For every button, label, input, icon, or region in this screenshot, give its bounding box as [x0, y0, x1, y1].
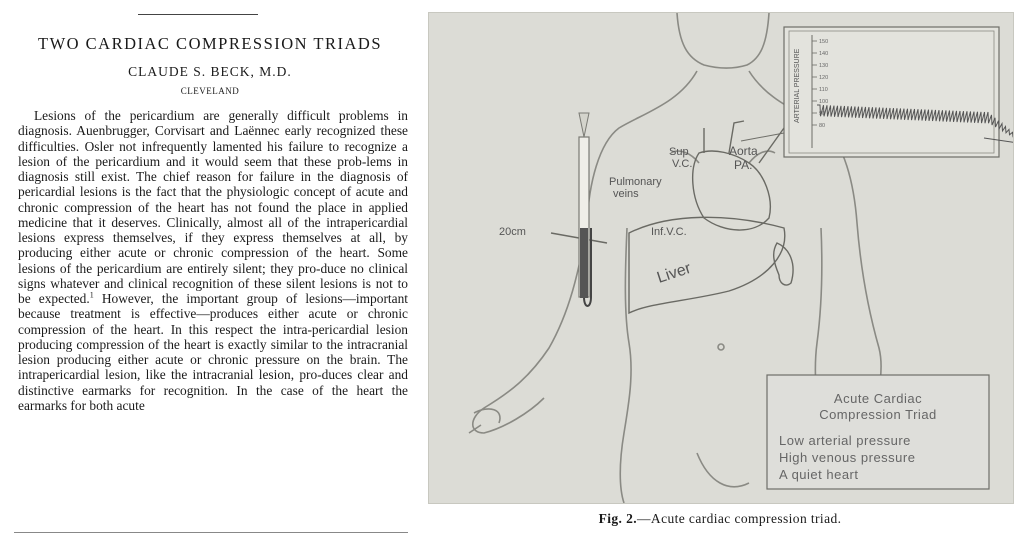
chart-tick-label: 100	[819, 99, 829, 105]
article-body	[18, 108, 408, 413]
chart-tick-label: 90	[819, 111, 826, 117]
legend-item-high-venous: High venous pressure	[779, 450, 916, 465]
legend-title-line1: Acute Cardiac	[833, 391, 923, 406]
article-location: CLEVELAND	[180, 86, 240, 96]
label-sup-vc: Sup	[669, 146, 689, 158]
chart-axis-label: ARTERIAL PRESSURE	[794, 48, 801, 123]
label-pa: PA.	[734, 158, 753, 172]
footnote-ref: 1	[89, 290, 94, 300]
arterial-pressure-chart	[741, 27, 1013, 157]
chart-tick-label: 140	[819, 51, 829, 57]
label-veins: veins	[613, 188, 639, 200]
label-liver: Liver	[654, 259, 694, 287]
chart-tick-label: 110	[819, 87, 828, 93]
body-text-main: Lesions of the pericardium are generally difficult problems in diagnosis. Auenbrugger, Corvisart and Laënnec early recognized these difficulties. Osler not infrequently lamented his failure to recognize a lesion of the pericardium and it would seem that these prob-lems in diagnosis still exist. The chief reason for failure in the diagnosis of pericardial lesions is the fact that the physiologic concept of acute and chronic compression of the heart has not found the place in applied medicine that it deserves. Clinically, almost all of the intrapericardial lesions express themselves, if they express themselves at all, by producing either acute or chronic compression of the heart. Some lesions of the pericardium are entirely silent; they pro-duce no clinical signs whatever and clinical recognition of these silent lesions is not to be expected.	[18, 108, 408, 306]
venous-manometer	[579, 113, 591, 306]
chart-tick-label: 80	[819, 123, 826, 129]
body-text-rest: However, the important group of lesions—important because treatment is effective—produces either acute or chronic compression of the heart. In this respect the intra-pericardial lesion producing compression of the heart is exactly similar to the intracranial lesion producing either acute or chronic pressure on the brain. The intrapericardial lesion, like the intracranial lesion, pro-duces clear and distinctive earmarks for recognition. In the case of the heart the earmarks for both acute	[18, 291, 408, 413]
figure-illustration	[429, 13, 1013, 503]
caption-text: —Acute cardiac compression triad.	[637, 511, 842, 526]
caption-label: Fig. 2.	[598, 511, 638, 526]
chart-tick-label: 150	[819, 39, 829, 45]
article-title: TWO CARDIAC COMPRESSION TRIADS	[37, 34, 383, 53]
article-author: CLAUDE S. BECK, M.D.	[128, 64, 292, 79]
legend-item-low-arterial: Low arterial pressure	[779, 433, 911, 448]
label-sup-vc-2: V.C.	[672, 158, 693, 170]
chart-tick-label: 120	[819, 75, 829, 81]
header-rule	[138, 14, 258, 15]
label-20cm: 20cm	[499, 226, 526, 238]
label-aorta: Aorta	[729, 144, 758, 158]
spleen-shape	[774, 243, 793, 285]
triad-legend	[767, 375, 989, 489]
anatomical-figure	[428, 12, 1014, 504]
chart-tick-label: 130	[819, 63, 829, 69]
footer-rule	[14, 532, 408, 533]
label-pulmonary: Pulmonary	[609, 176, 662, 188]
legend-item-quiet-heart: A quiet heart	[779, 467, 859, 482]
figure-caption	[428, 511, 1012, 527]
label-inf-vc: Inf.V.C.	[651, 226, 687, 238]
legend-title-line2: Compression Triad	[819, 407, 937, 422]
article-column	[0, 0, 420, 536]
